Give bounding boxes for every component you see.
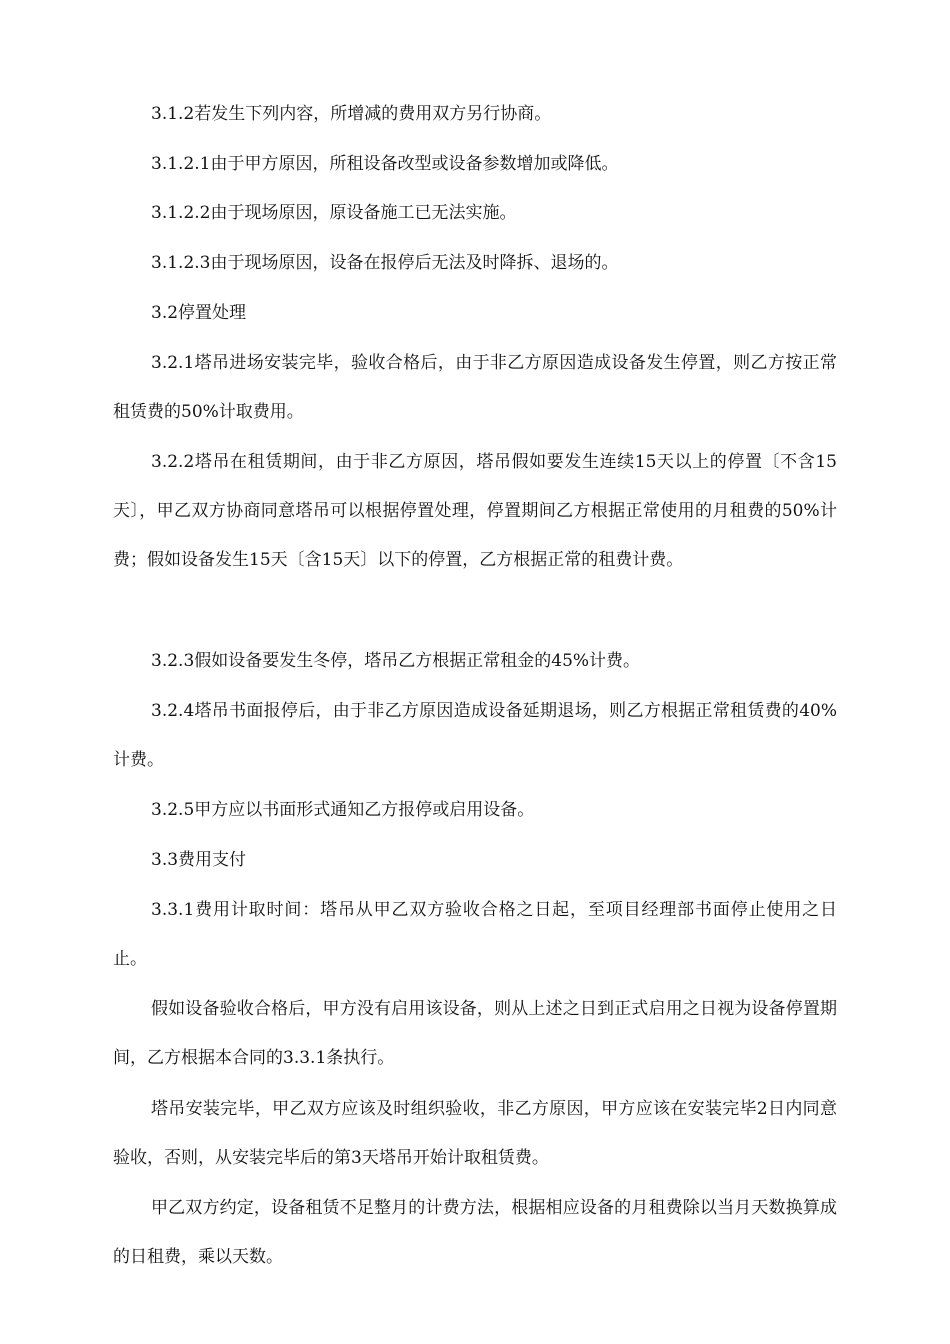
section-heading-3-3: 3.3费用支付 [151,850,247,870]
paragraph-idle-period: 假如设备验收合格后，甲方没有启用该设备，则从上述之日到正式启用之日视为设备停置期间，乙方根据本合同的3.3.1条执行。 [113,999,837,1068]
paragraph-3-2-3: 3.2.3假如设备要发生冬停，塔吊乙方根据正常租金的45%计费。 [151,651,641,671]
paragraph-3-1-2-2: 3.1.2.2由于现场原因，原设备施工已无法实施。 [151,203,517,223]
paragraph-daily-rate: 甲乙双方约定，设备租赁不足整月的计费方法，根据相应设备的月租费除以当月天数换算成的日租费，乘以天数。 [113,1198,837,1267]
paragraph-3-2-5: 3.2.5甲方应以书面形式通知乙方报停或启用设备。 [151,800,535,820]
paragraph-3-2-2: 3.2.2塔吊在租赁期间，由于非乙方原因，塔吊假如要发生连续15天以上的停置〔不含15天〕，甲乙双方协商同意塔吊可以根据停置处理，停置期间乙方根据正常使用的月租费的50%计费；假如设备发生15天〔含15天〕以下的停置，乙方根据正常的租费计费。 [113,452,837,570]
section-heading-3-2: 3.2停置处理 [151,303,247,323]
paragraph-3-1-2-3: 3.1.2.3由于现场原因，设备在报停后无法及时降拆、退场的。 [151,253,619,273]
paragraph-acceptance: 塔吊安装完毕，甲乙双方应该及时组织验收，非乙方原因，甲方应该在安装完毕2日内同意验收，否则，从安装完毕后的第3天塔吊开始计取租赁费。 [113,1099,837,1168]
paragraph-3-1-2-1: 3.1.2.1由于甲方原因，所租设备改型或设备参数增加或降低。 [151,154,619,174]
paragraph-3-3-1: 3.3.1费用计取时间：塔吊从甲乙双方验收合格之日起，至项目经理部书面停止使用之日止。 [113,900,837,969]
paragraph-3-2-1: 3.2.1塔吊进场安装完毕，验收合格后，由于非乙方原因造成设备发生停置，则乙方按正常租赁费的50%计取费用。 [113,353,837,422]
paragraph-3-1-2: 3.1.2若发生下列内容，所增减的费用双方另行协商。 [151,104,552,124]
paragraph-3-2-4: 3.2.4塔吊书面报停后，由于非乙方原因造成设备延期退场，则乙方根据正常租赁费的40%计费。 [113,701,837,770]
